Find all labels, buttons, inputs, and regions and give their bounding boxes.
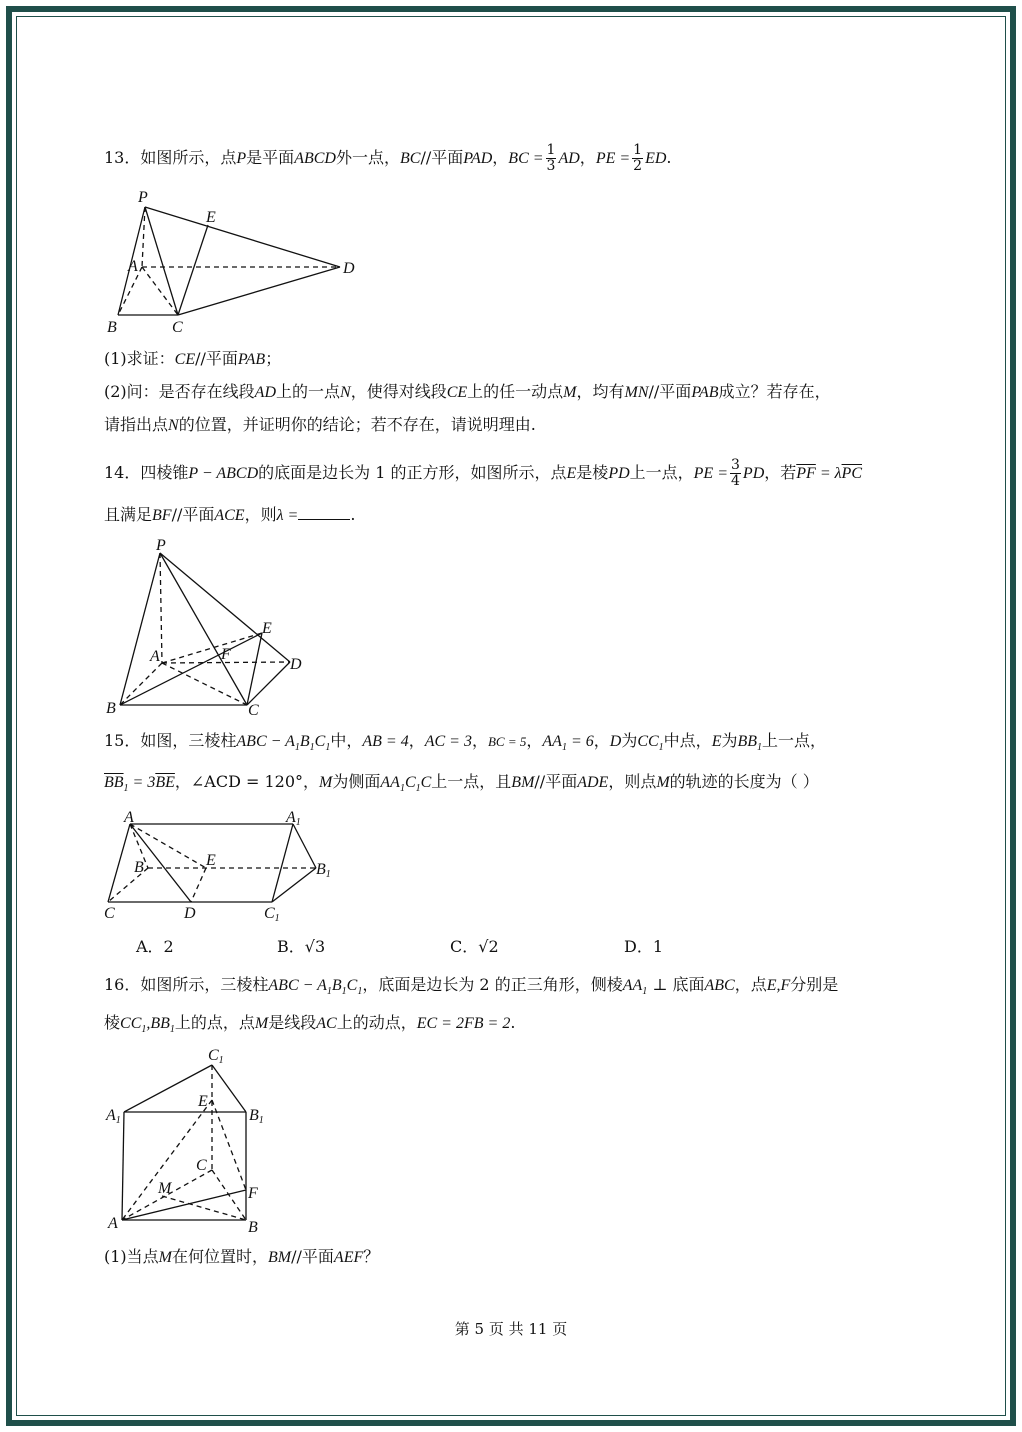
q15-label-a: A — [124, 809, 134, 826]
q15-option-c[interactable]: C．√2 — [450, 937, 499, 956]
q13-label-p: P — [138, 189, 148, 206]
q14-label-e: E — [262, 620, 272, 637]
q15-label-e: E — [206, 852, 216, 869]
q14-stem-line2: 且满足BF//平面ACE，则λ = . — [104, 505, 356, 524]
q16-label-f: F — [248, 1185, 258, 1202]
q14-stem-line1: 14．四棱锥P − ABCD的底面是边长为 1 的正方形，如图所示，点E是棱PD上一点，PE = $\frac{3}{4}$ PD，若$\overline{PF} = \lambda\overline{PC}$ — [104, 457, 862, 489]
q13-figure — [100, 185, 370, 340]
q15-stem-line2: $\overline{BB}_1 = 3\overline{BE}$，∠ACD = 120°，M为侧面$AA_1C_1C$上一点，且BM//平面ADE，则点M的轨迹的长度为（ ） — [104, 772, 819, 795]
q14-label-a: A — [150, 648, 160, 665]
q13-stem: 13．如图所示，点P是平面ABCD外一点，BC//平面PAD，BC = $\frac{1}{3}$ AD，PE = $\frac{1}{2}$ ED. — [104, 142, 672, 174]
q16-label-c: C — [196, 1157, 207, 1174]
q13-label-d: D — [343, 260, 355, 277]
q15-label-c1: C1 — [264, 905, 280, 924]
q16-figure — [100, 1040, 290, 1240]
q15-figure — [100, 808, 350, 923]
q14-label-d: D — [290, 656, 302, 673]
answer-blank — [298, 505, 350, 520]
q16-label-a1: A1 — [106, 1107, 121, 1126]
fraction-1-2: $\frac{1}{2}$ — [633, 142, 643, 174]
q15-option-a[interactable]: A．2 — [136, 937, 174, 956]
q16-label-e: E — [198, 1093, 208, 1110]
q15-label-d: D — [184, 905, 196, 922]
q14-label-b: B — [106, 700, 116, 717]
q16-part1: (1)当点M在何位置时，BM//平面AEF？ — [104, 1247, 380, 1266]
fraction-1-3: $\frac{1}{3}$ — [546, 142, 556, 174]
q14-label-c: C — [248, 702, 259, 719]
q15-label-a1: A1 — [286, 809, 301, 828]
q13-label-c: C — [172, 319, 183, 336]
q15-label-c: C — [104, 905, 115, 922]
q16-label-b1: B1 — [249, 1107, 264, 1126]
q16-stem-line1: 16．如图所示，三棱柱ABC − $A_1B_1C_1$，底面是边长为 2 的正三角形，侧棱$AA_1$ ⊥ 底面ABC，点E,F分别是 — [104, 975, 839, 998]
q16-label-m: M — [158, 1180, 172, 1197]
fraction-3-4: $\frac{3}{4}$ — [731, 457, 740, 489]
q13-label-a: A — [128, 258, 138, 275]
q15-option-b[interactable]: B．√3 — [277, 937, 326, 956]
q16-label-c1: C1 — [208, 1047, 224, 1066]
q15-option-d[interactable]: D．1 — [624, 937, 664, 956]
q13-part2-line2: 请指出点N的位置，并证明你的结论；若不存在，请说明理由. — [104, 415, 536, 434]
q15-label-b1: B1 — [316, 861, 331, 880]
q15-label-b: B — [134, 859, 144, 876]
q14-label-p: P — [156, 537, 166, 554]
q13-part1: (1)求证：CE//平面PAB； — [104, 349, 282, 368]
q16-label-a: A — [108, 1215, 118, 1232]
page-footer: 第 5 页 共 11 页 — [454, 1320, 568, 1338]
q16-label-b: B — [248, 1219, 258, 1236]
q13-label-e: E — [206, 209, 216, 226]
q14-figure — [100, 535, 320, 720]
q16-stem-line2: 棱$CC_1,BB_1$上的点，点M是线段AC上的动点，EC = 2FB = 2. — [104, 1013, 516, 1036]
q13-label-b: B — [107, 319, 117, 336]
q13-part2-line1: (2)问：是否存在线段AD上的一点N，使得对线段CE上的任一动点M，均有MN//平面PAB成立？若存在， — [104, 382, 831, 401]
q14-label-f: F — [221, 646, 231, 663]
q15-stem-line1: 15．如图，三棱柱ABC − $A_1B_1C_1$中，AB = 4，AC = 3，BC = 5，$AA_1 = 6$，D为$CC_1$中点，E为$BB_1$上一点， — [104, 731, 827, 754]
